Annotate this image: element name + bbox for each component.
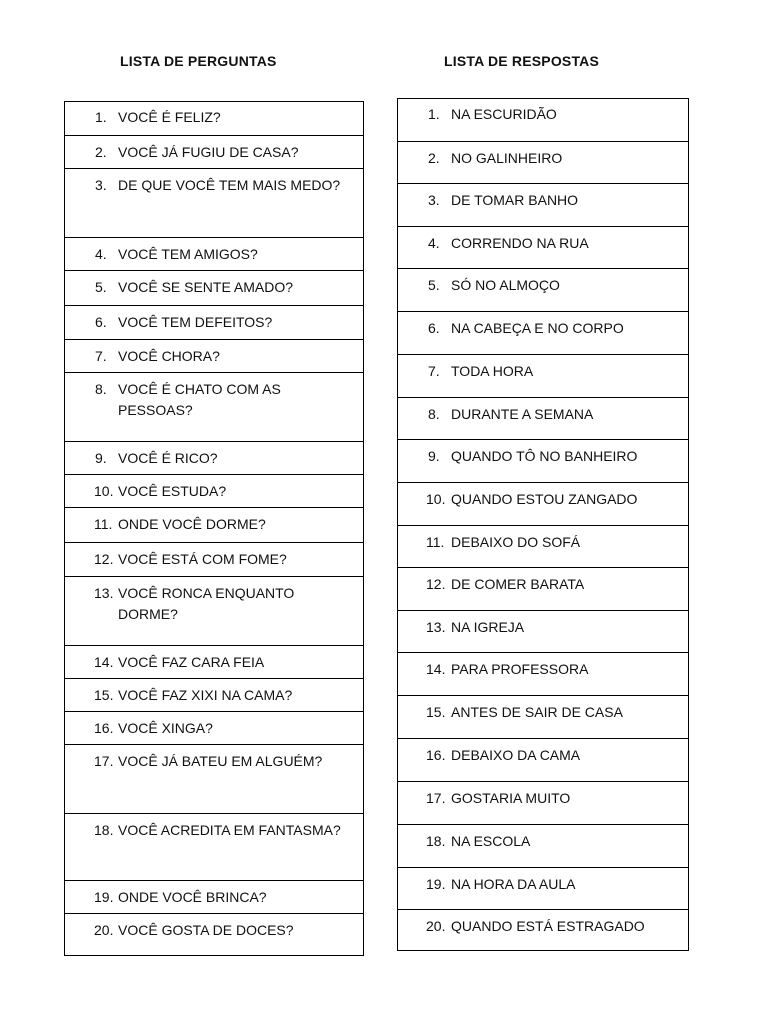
answer-text: QUANDO ESTÁ ESTRAGADO xyxy=(451,918,645,934)
answer-row xyxy=(398,311,688,354)
answer-row xyxy=(398,909,688,951)
question-text: VOCÊ JÁ FUGIU DE CASA? xyxy=(118,144,299,160)
question-row xyxy=(65,168,363,237)
question-number: 4. xyxy=(95,246,107,262)
answer-row xyxy=(398,354,688,397)
question-row xyxy=(65,270,363,305)
question-number: 7. xyxy=(95,348,107,364)
question-number: 15. xyxy=(94,687,114,703)
question-number: 5. xyxy=(95,279,107,295)
question-text: DE QUE VOCÊ TEM MAIS MEDO? xyxy=(118,177,341,193)
answers-table xyxy=(397,98,689,951)
answer-text: NA HORA DA AULA xyxy=(451,876,576,892)
answer-text: DE TOMAR BANHO xyxy=(451,192,579,208)
question-text: VOCÊ JÁ BATEU EM ALGUÉM? xyxy=(118,753,323,769)
question-row xyxy=(65,542,363,576)
answer-text: NA CABEÇA E NO CORPO xyxy=(451,320,624,336)
question-text: VOCÊ FAZ XIXI NA CAMA? xyxy=(118,687,293,703)
answer-row xyxy=(398,781,688,824)
question-number: 19. xyxy=(94,889,114,905)
answer-number: 20. xyxy=(426,918,446,934)
question-row xyxy=(65,645,363,678)
questions-table xyxy=(64,101,364,956)
answer-text: DE COMER BARATA xyxy=(451,576,585,592)
question-text: VOCÊ É RICO? xyxy=(118,450,218,466)
question-row xyxy=(65,305,363,339)
question-row xyxy=(65,813,363,880)
question-text: VOCÊ ESTUDA? xyxy=(118,483,227,499)
answer-text: DURANTE A SEMANA xyxy=(451,406,594,422)
answer-number: 13. xyxy=(426,619,446,635)
answer-number: 5. xyxy=(428,277,440,293)
question-text: VOCÊ ACREDITA EM FANTASMA? xyxy=(118,822,341,838)
answer-row xyxy=(398,98,688,141)
answer-row xyxy=(398,397,688,439)
answer-row xyxy=(398,738,688,781)
answer-number: 14. xyxy=(426,661,446,677)
answer-number: 17. xyxy=(426,790,446,806)
answer-text: QUANDO ESTOU ZANGADO xyxy=(451,491,638,507)
answer-text: TODA HORA xyxy=(451,363,534,379)
answer-text: ANTES DE SAIR DE CASA xyxy=(451,704,623,720)
answer-text: CORRENDO NA RUA xyxy=(451,235,589,251)
answer-text: GOSTARIA MUITO xyxy=(451,790,571,806)
question-number: 11. xyxy=(94,516,113,532)
question-text: VOCÊ É CHATO COM AS PESSOAS? xyxy=(118,381,281,418)
answer-number: 9. xyxy=(428,448,440,464)
answer-number: 10. xyxy=(426,491,446,507)
answer-text: SÓ NO ALMOÇO xyxy=(451,277,560,293)
question-number: 2. xyxy=(95,144,107,160)
answer-text: DEBAIXO DO SOFÁ xyxy=(451,534,581,550)
answer-row xyxy=(398,824,688,867)
question-text: VOCÊ ESTÁ COM FOME? xyxy=(118,551,287,567)
answer-text: QUANDO TÔ NO BANHEIRO xyxy=(451,448,638,464)
question-number: 6. xyxy=(95,314,107,330)
question-row xyxy=(65,744,363,813)
question-number: 13. xyxy=(94,585,114,601)
question-number: 16. xyxy=(94,720,114,736)
answer-row xyxy=(398,867,688,909)
question-row xyxy=(65,913,363,956)
answer-row xyxy=(398,567,688,610)
question-text: VOCÊ TEM AMIGOS? xyxy=(118,246,258,262)
question-row xyxy=(65,135,363,168)
answer-number: 1. xyxy=(428,106,440,122)
answer-row xyxy=(398,268,688,311)
question-row xyxy=(65,339,363,372)
answer-number: 19. xyxy=(426,876,446,892)
question-number: 17. xyxy=(94,753,114,769)
question-row xyxy=(65,880,363,913)
question-number: 8. xyxy=(95,381,107,397)
question-text: VOCÊ É FELIZ? xyxy=(118,109,221,125)
question-text: VOCÊ FAZ CARA FEIA xyxy=(118,654,265,670)
question-row xyxy=(65,474,363,507)
question-text: ONDE VOCÊ DORME? xyxy=(118,516,266,532)
question-number: 10. xyxy=(94,483,114,499)
question-number: 20. xyxy=(94,922,114,938)
question-row xyxy=(65,576,363,645)
question-number: 9. xyxy=(95,450,107,466)
answer-row xyxy=(398,482,688,525)
question-row xyxy=(65,507,363,542)
answer-row xyxy=(398,439,688,482)
answer-number: 3. xyxy=(428,192,440,208)
answer-text: NO GALINHEIRO xyxy=(451,150,563,166)
answer-number: 4. xyxy=(428,235,440,251)
answer-text: NA ESCURIDÃO xyxy=(451,106,557,122)
question-text: VOCÊ GOSTA DE DOCES? xyxy=(118,922,294,938)
questions-heading: LISTA DE PERGUNTAS xyxy=(120,53,277,69)
answer-number: 6. xyxy=(428,320,440,336)
answer-number: 16. xyxy=(426,747,446,763)
answer-text: NA ESCOLA xyxy=(451,833,531,849)
answer-row xyxy=(398,183,688,226)
question-number: 12. xyxy=(94,551,114,567)
question-row xyxy=(65,711,363,744)
answer-row xyxy=(398,652,688,695)
answer-row xyxy=(398,610,688,652)
answer-row xyxy=(398,525,688,567)
question-number: 18. xyxy=(94,822,114,838)
question-text: VOCÊ SE SENTE AMADO? xyxy=(118,279,294,295)
answer-row xyxy=(398,226,688,268)
question-text: ONDE VOCÊ BRINCA? xyxy=(118,889,267,905)
question-text: VOCÊ XINGA? xyxy=(118,720,213,736)
answer-number: 8. xyxy=(428,406,440,422)
answer-number: 18. xyxy=(426,833,446,849)
answer-number: 15. xyxy=(426,704,446,720)
answer-text: NA IGREJA xyxy=(451,619,525,635)
answer-row xyxy=(398,141,688,183)
answer-text: PARA PROFESSORA xyxy=(451,661,589,677)
question-number: 14. xyxy=(94,654,114,670)
question-number: 1. xyxy=(95,109,107,125)
answer-number: 2. xyxy=(428,150,440,166)
question-row xyxy=(65,237,363,270)
answer-number: 7. xyxy=(428,363,440,379)
answer-number: 12. xyxy=(426,576,446,592)
answer-row xyxy=(398,695,688,738)
answer-text: DEBAIXO DA CAMA xyxy=(451,747,581,763)
question-number: 3. xyxy=(95,177,107,193)
question-row xyxy=(65,101,363,135)
question-text: VOCÊ CHORA? xyxy=(118,348,220,364)
question-text: VOCÊ TEM DEFEITOS? xyxy=(118,314,273,330)
answer-number: 11. xyxy=(426,534,445,550)
question-text: VOCÊ RONCA ENQUANTO DORME? xyxy=(118,585,295,622)
question-row xyxy=(65,441,363,474)
answers-heading: LISTA DE RESPOSTAS xyxy=(444,53,600,69)
question-row xyxy=(65,372,363,441)
question-row xyxy=(65,678,363,711)
